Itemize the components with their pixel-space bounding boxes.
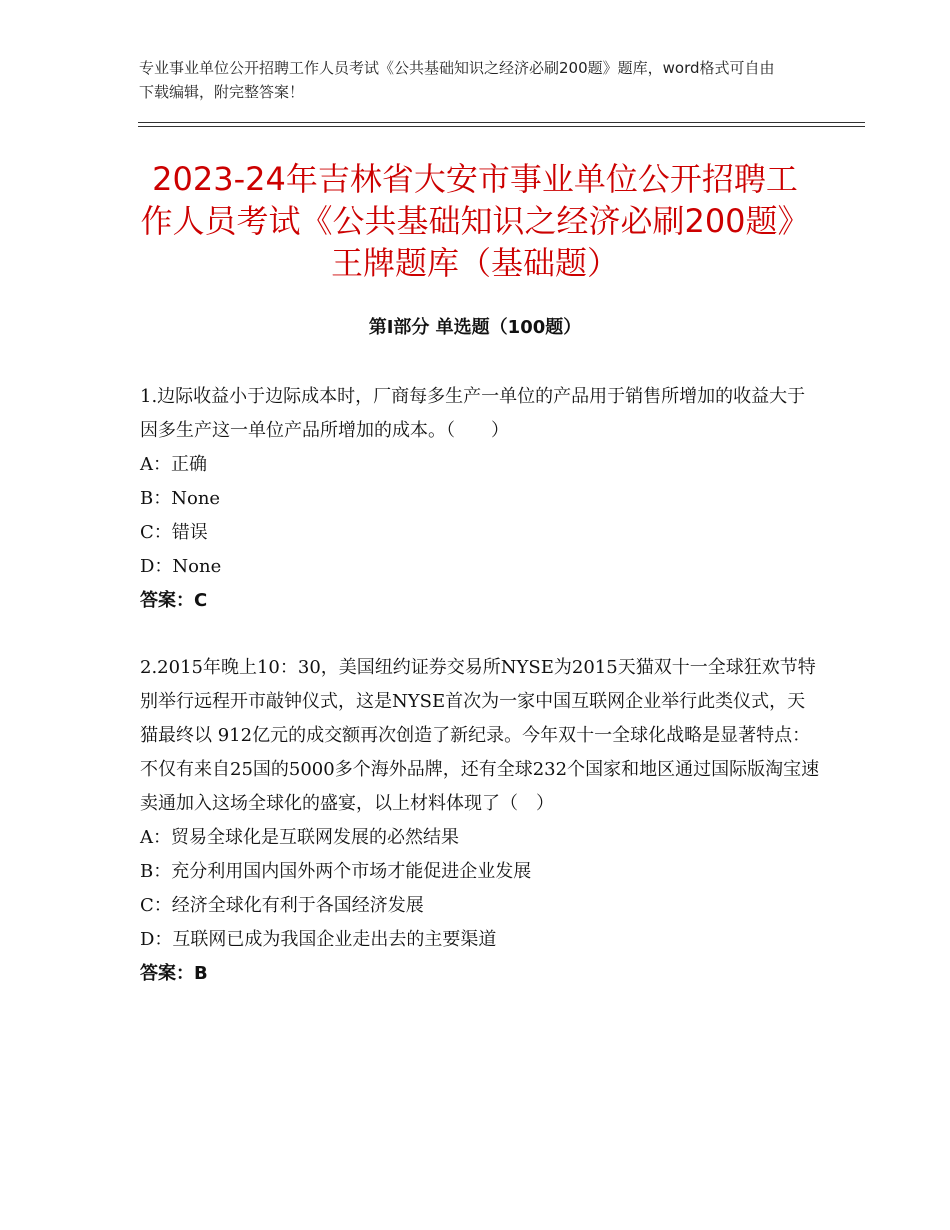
option-c: C：错误 (140, 522, 208, 543)
option-d: D：互联网已成为我国企业走出去的主要渠道 (140, 929, 497, 950)
document-title: 2023-24年吉林省大安市事业单位公开招聘工作人员考试《公共基础知识之经济必刷200题》王牌题库（基础题） (140, 160, 810, 282)
option-b: B：None (140, 488, 221, 509)
header-rule-top (138, 122, 865, 123)
answer: 答案：B (140, 963, 208, 984)
header-rule-bottom (138, 126, 865, 127)
answer: 答案：C (140, 590, 208, 611)
option-c: C：经济全球化有利于各国经济发展 (140, 895, 424, 916)
question-stem: 2.2015年晚上10：30，美国纽约证券交易所NYSE为2015天猫双十一全球狂欢节特别举行远程开市敲钟仪式，这是NYSE首次为一家中国互联网企业举行此类仪式，天猫最终以 912亿元的成交额再次创造了新纪录。今年双十一全球化战略是显著特点：不仅有来自25国的5000多个海外品牌，还有全球232个国家和地区通过国际版淘宝速卖通加入这场全球化的盛宴，以上材料体现了（ ） (140, 657, 820, 814)
question-stem: 1.边际收益小于边际成本时，厂商每多生产一单位的产品用于销售所增加的收益大于因多生产这一单位产品所增加的成本。（ ） (140, 386, 806, 441)
question-2 (140, 651, 820, 991)
option-a: A：贸易全球化是互联网发展的必然结果 (140, 827, 459, 848)
header-note: 专业事业单位公开招聘工作人员考试《公共基础知识之经济必刷200题》题库，word格式可自由下载编辑，附完整答案！ (139, 59, 775, 101)
question-1 (140, 380, 820, 618)
option-b: B：充分利用国内国外两个市场才能促进企业发展 (140, 861, 532, 882)
option-d: D：None (140, 556, 222, 577)
section-title: 第Ⅰ部分 单选题（100题） (368, 317, 582, 338)
option-a: A：正确 (140, 454, 207, 475)
